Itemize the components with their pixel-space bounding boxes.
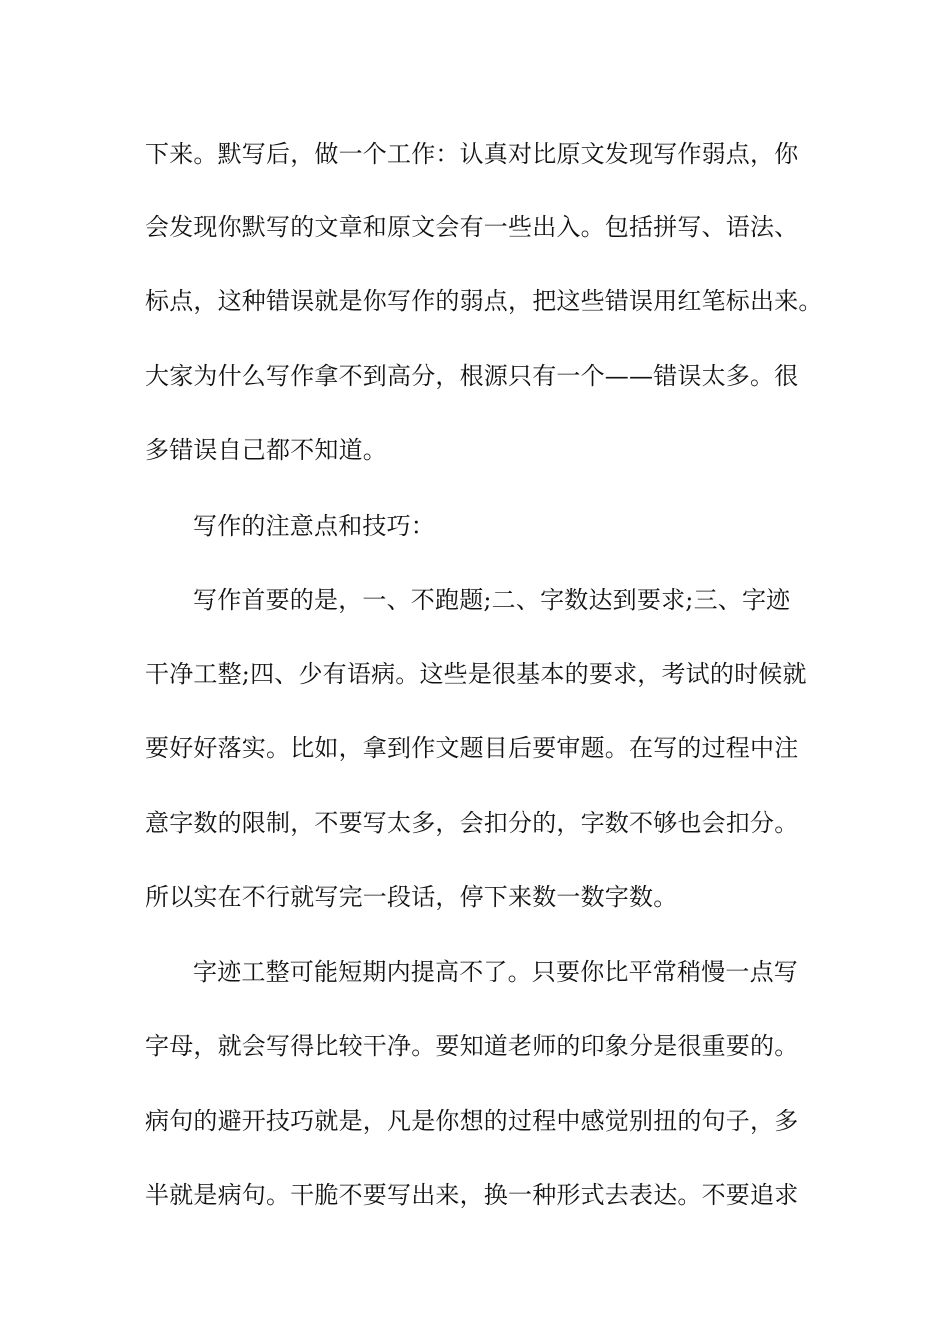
text-line: 大家为什么写作拿不到高分，根源只有一个——错误太多。很 xyxy=(145,362,799,390)
section-heading: 写作的注意点和技巧： xyxy=(193,512,435,540)
text-line: 字母，就会写得比较干净。要知道老师的印象分是很重要的。 xyxy=(145,1032,799,1060)
text-line: 下来。默写后，做一个工作：认真对比原文发现写作弱点，你 xyxy=(145,140,799,168)
text-line: 半就是病句。干脆不要写出来，换一种形式去表达。不要追求 xyxy=(145,1181,799,1209)
text-line: 干净工整;四、少有语病。这些是很基本的要求，考试的时候就 xyxy=(145,660,807,688)
text-line: 标点，这种错误就是你写作的弱点，把这些错误用红笔标出来。 xyxy=(145,287,823,315)
text-line: 意字数的限制，不要写太多，会扣分的，字数不够也会扣分。 xyxy=(145,809,799,837)
text-line: 要好好落实。比如，拿到作文题目后要审题。在写的过程中注 xyxy=(145,734,799,762)
text-line: 写作首要的是，一、不跑题;二、字数达到要求;三、字迹 xyxy=(193,586,791,614)
text-line: 多错误自己都不知道。 xyxy=(145,436,387,464)
text-line: 所以实在不行就写完一段话，停下来数一数字数。 xyxy=(145,883,678,911)
text-line: 病句的避开技巧就是，凡是你想的过程中感觉别扭的句子，多 xyxy=(145,1107,799,1135)
text-line: 字迹工整可能短期内提高不了。只要你比平常稍慢一点写 xyxy=(193,958,798,986)
text-line: 会发现你默写的文章和原文会有一些出入。包括拼写、语法、 xyxy=(145,213,799,241)
